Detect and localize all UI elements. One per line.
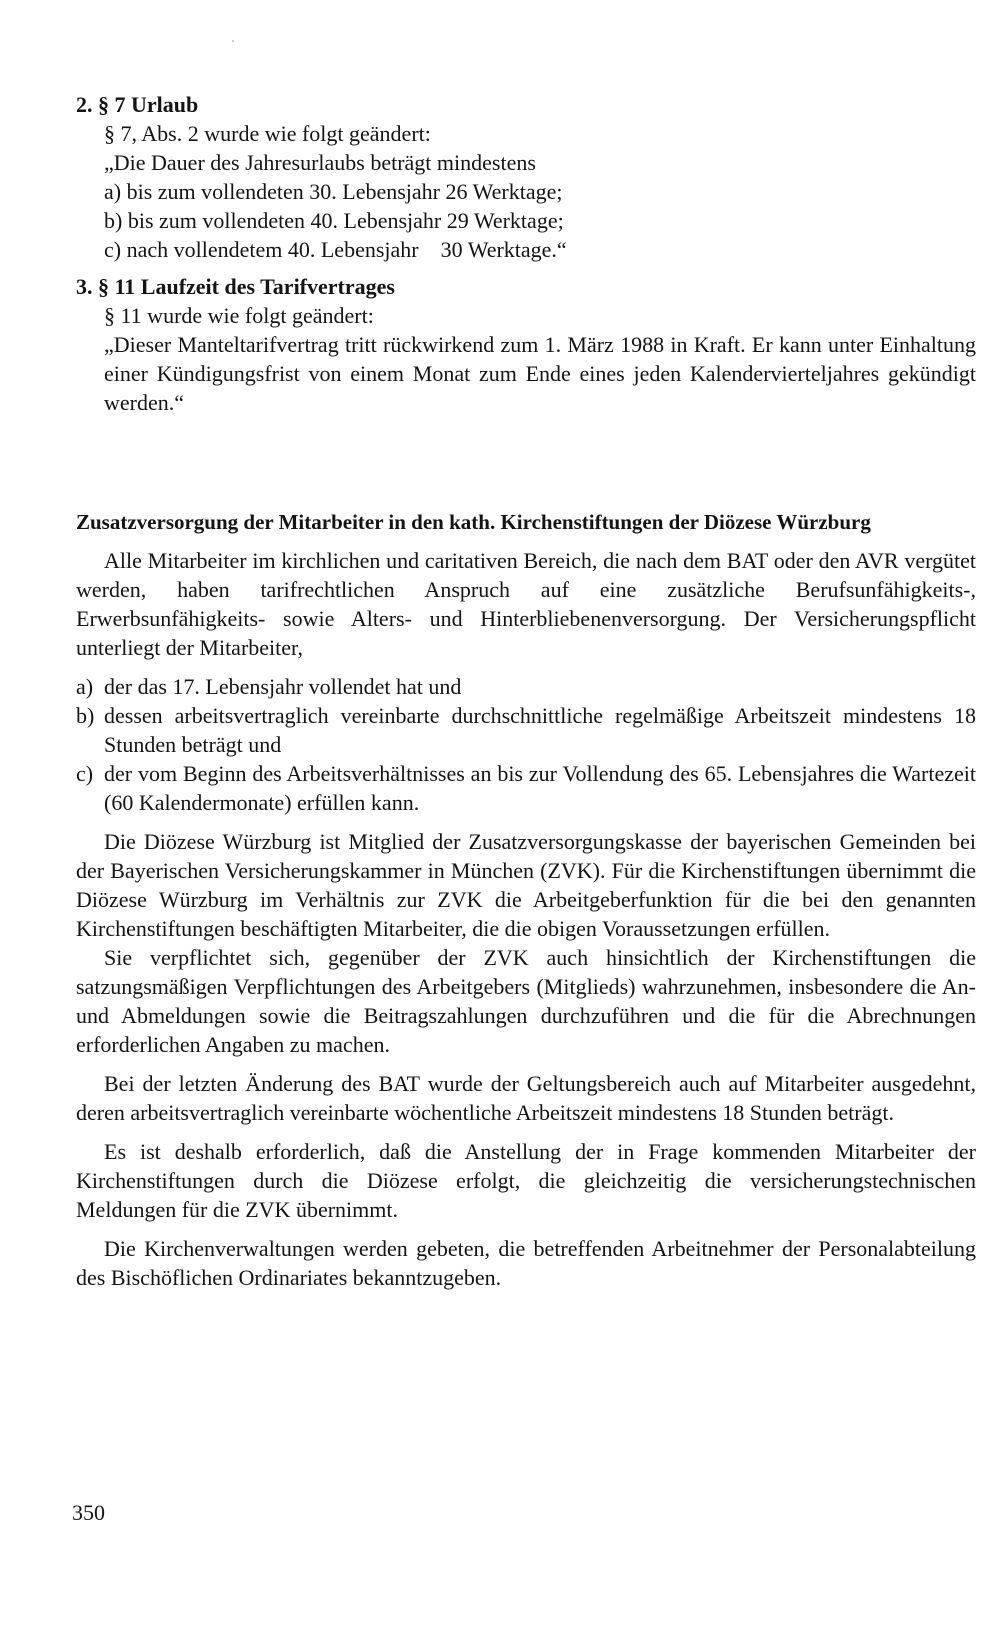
list-item [76, 672, 976, 701]
list-text: der vom Beginn des Arbeitsverhältnisses an bis zur Vollendung des 65. Lebensjahres die Wartezeit (60 Kalendermonate) erfüllen kann. [104, 761, 976, 815]
section-2-number: 2. [76, 92, 93, 117]
document-page [76, 86, 976, 1292]
section-2-line: „Die Dauer des Jahresurlaubs beträgt mindestens [104, 150, 536, 175]
section-2-title: § 7 Urlaub [98, 92, 199, 117]
conditions-list [76, 672, 976, 817]
list-item [76, 759, 976, 817]
section-2-line: b) bis zum vollendeten 40. Lebensjahr 29 Werktage; [104, 208, 564, 233]
list-marker: b) [76, 703, 95, 728]
list-item [76, 701, 976, 759]
list-text: der das 17. Lebensjahr vollendet hat und [104, 674, 462, 699]
article-heading: Zusatzversorgung der Mitarbeiter in den kath. Kirchenstiftungen der Diözese Würzburg [76, 510, 871, 534]
paragraph: Bei der letzten Änderung des BAT wurde der Geltungsbereich auch auf Mitarbeiter ausgedehnt, deren arbeitsvertraglich vereinbarte wöchentliche Arbeitszeit mindestens 18 Stunden beträgt. [76, 1071, 976, 1125]
paragraph: Sie verpflichtet sich, gegenüber der ZVK auch hinsichtlich der Kirchenstiftungen die satzungsmäßigen Verpflichtungen des Arbeitgebers (Mitglieds) wahrzunehmen, insbesondere die An- und Abmeldungen sowie die Beitragszahlungen durchzuführen und die für die Abrechnungen erforderlichen Angaben zu machen. [76, 945, 976, 1057]
paragraph: Die Kirchenverwaltungen werden gebeten, die betreffenden Arbeitnehmer der Personalabteilung des Bischöflichen Ordinariates bekanntzugeben. [76, 1236, 976, 1290]
list-text: dessen arbeitsvertraglich vereinbarte durchschnittliche regelmäßige Arbeitszeit mindestens 18 Stunden beträgt und [104, 703, 976, 757]
section-2-line: c) nach vollendetem 40. Lebensjahr 30 Werktage.“ [104, 237, 567, 262]
article-zusatzversorgung [76, 509, 976, 1292]
section-2-line: § 7, Abs. 2 wurde wie folgt geändert: [104, 121, 431, 146]
paragraph: Es ist deshalb erforderlich, daß die Anstellung der in Frage kommenden Mitarbeiter der Kirchenstiftungen durch die Diözese erfolgt, die gleichzeitig die versicherungstechnischen Meldungen für die ZVK übernimmt. [76, 1139, 976, 1222]
section-3-title: § 11 Laufzeit des Tarifvertrages [98, 274, 395, 299]
section-3-text: „Dieser Manteltarifvertrag tritt rückwirkend zum 1. März 1988 in Kraft. Er kann unter Einhaltung einer Kündigungsfrist von einem Monat zum Ende eines jeden Kalendervierteljahres gekündigt werden.“ [104, 332, 976, 415]
section-laufzeit [76, 272, 976, 417]
section-2-heading [76, 90, 976, 119]
section-3-number: 3. [76, 274, 93, 299]
page-number: 350 [72, 1500, 105, 1525]
section-3-line: § 11 wurde wie folgt geändert: [104, 303, 374, 328]
list-marker: a) [76, 674, 94, 699]
list-marker: c) [76, 761, 94, 786]
article-intro: Alle Mitarbeiter im kirchlichen und caritativen Bereich, die nach dem BAT oder den AVR vergütet werden, haben tarifrechtlichen Anspruch auf eine zusätzliche Berufsunfähigkeits-, Erwerbsunfähigkeits- sowie Alters- und Hinterbliebenenversorgung. Der Versicherungspflicht unterliegt der Mitarbeiter, [76, 548, 976, 660]
paragraph: Die Diözese Würzburg ist Mitglied der Zusatzversorgungskasse der bayerischen Gemeinden bei der Bayerischen Versicherungskammer in München (ZVK). Für die Kirchenstiftungen übernimmt die Diözese Würzburg im Verhältnis zur ZVK die Arbeitgeberfunktion für die bei den genannten Kirchenstiftungen beschäftigten Mitarbeiter, die die obigen Voraussetzungen erfüllen. [76, 829, 976, 941]
section-2-line: a) bis zum vollendeten 30. Lebensjahr 26 Werktage; [104, 179, 563, 204]
scan-speck [232, 40, 234, 42]
section-urlaub [76, 90, 976, 264]
section-3-heading [76, 272, 976, 301]
spacer [76, 417, 976, 509]
